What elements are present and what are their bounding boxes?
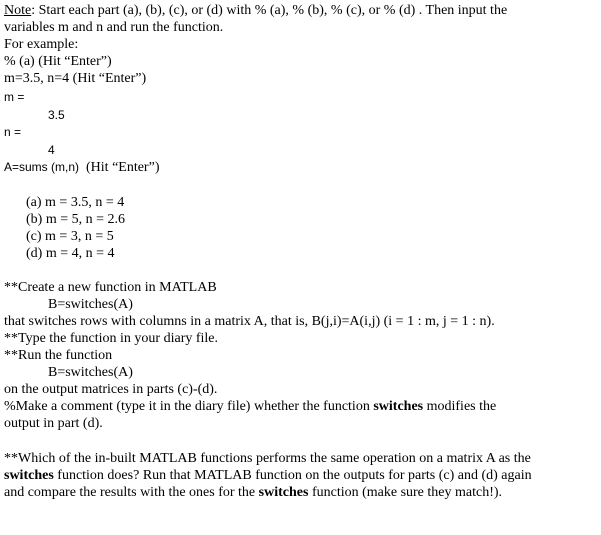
question-line-2 xyxy=(4,467,532,484)
question-line-3c: function (make sure they match!). xyxy=(308,485,503,500)
example-heading: For example: xyxy=(4,37,79,52)
question-line-3 xyxy=(4,484,502,501)
m-label: m = xyxy=(4,90,25,104)
question-line-3b: switches xyxy=(258,485,309,500)
call-code: A=sums (m,n) xyxy=(4,160,80,174)
call-hint: (Hit “Enter”) xyxy=(86,160,160,175)
question-line-2b: function does? Run that MATLAB function on the outputs for parts (c) and (d) again xyxy=(53,468,532,483)
task-line-9: output in part (d). xyxy=(4,416,103,431)
task-line-3: that switches rows with columns in a matrix A, that is, B(j,i)=A(i,j) (i = 1 : m, j = 1 : n). xyxy=(4,314,495,329)
task-line-8 xyxy=(4,398,496,415)
task-line-2: B=switches(A) xyxy=(48,297,133,312)
m-value: 3.5 xyxy=(48,108,65,122)
question-line-1: **Which of the in-built MATLAB functions performs the same operation on a matrix A as the xyxy=(4,451,531,466)
part-b: (b) m = 5, n = 2.6 xyxy=(26,212,126,227)
note-label: Note xyxy=(4,3,32,18)
note-line-1 xyxy=(4,2,507,19)
task-line-8c: modifies the xyxy=(423,399,497,414)
note-line-2: variables m and n and run the function. xyxy=(4,20,224,35)
part-a: (a) m = 3.5, n = 4 xyxy=(26,195,125,210)
task-line-6: B=switches(A) xyxy=(48,365,133,380)
example-call-line xyxy=(4,159,159,176)
question-line-3a: and compare the results with the ones for the xyxy=(4,485,259,500)
part-c: (c) m = 3, n = 5 xyxy=(26,229,114,244)
n-label: n = xyxy=(4,125,22,139)
part-d: (d) m = 4, n = 4 xyxy=(26,246,115,261)
note-text: : Start each part (a), (b), (c), or (d) with % (a), % (b), % (c), or % (d) . Then input the xyxy=(31,3,508,18)
task-line-4: **Type the function in your diary file. xyxy=(4,331,219,346)
example-line-2: m=3.5, n=4 (Hit “Enter”) xyxy=(4,71,147,86)
task-line-7: on the output matrices in parts (c)-(d). xyxy=(4,382,218,397)
question-line-2a: switches xyxy=(4,468,54,483)
task-line-8a: %Make a comment (type it in the diary file) whether the function xyxy=(4,399,374,414)
task-line-1: **Create a new function in MATLAB xyxy=(4,280,217,295)
example-line-1: % (a) (Hit “Enter”) xyxy=(4,54,112,69)
task-line-8b: switches xyxy=(373,399,424,414)
task-line-5: **Run the function xyxy=(4,348,113,363)
n-value: 4 xyxy=(48,143,55,157)
